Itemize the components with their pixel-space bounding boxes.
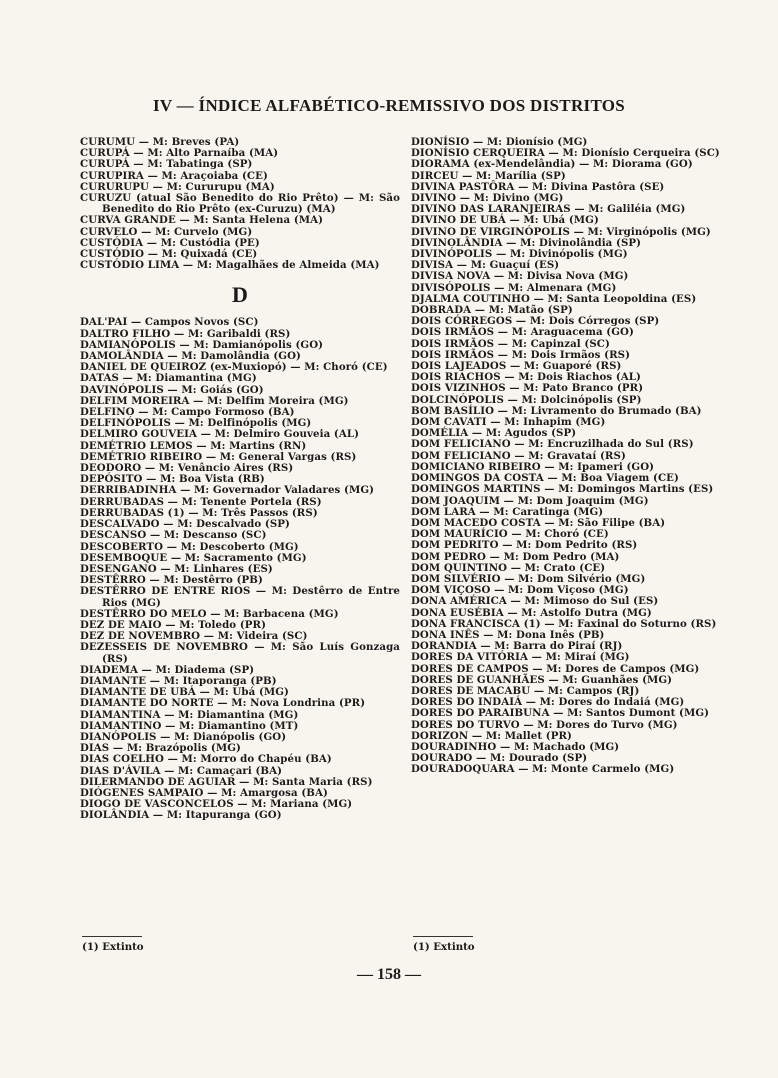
index-entry: DOIS RIACHOS — M: Dois Riachos (AL): [411, 371, 641, 384]
index-entry: DONA EUSÉBIA — M: Astolfo Dutra (MG): [411, 606, 652, 619]
index-entry: DIADEMA — M: Diadema (SP): [80, 663, 255, 676]
index-entry: DEMÉTRIO RIBEIRO — M: General Vargas (RS): [80, 450, 357, 463]
index-entry: DESCOBERTO — M: Descoberto (MG): [80, 540, 299, 553]
index-entry: DEMÉTRIO LEMOS — M: Martins (RN): [80, 439, 307, 452]
index-entry: CURUPÁ — M: Alto Parnaíba (MA): [80, 147, 279, 160]
index-entry: DESTÊRRO DE ENTRE RIOS — M: Destêrro de Entre Rios (MG): [80, 585, 400, 609]
index-entry: DOM LARA — M: Caratinga (MG): [411, 505, 604, 518]
index-entry: DOIS LAJEADOS — M: Guaporé (RS): [411, 360, 622, 373]
index-entry: DALTRO FILHO — M: Garibaldi (RS): [80, 327, 291, 340]
index-entry: DELFINO — M: Campo Formoso (BA): [80, 406, 295, 419]
footnote-rule: [413, 936, 473, 937]
index-entry: DIVINOLÂNDIA — M: Divinolândia (SP): [411, 236, 642, 249]
index-entry: CURVA GRANDE — M: Santa Helena (MA): [80, 214, 324, 227]
index-entry: DORIZON — M: Mallet (PR): [411, 729, 572, 742]
entry-list-c: [80, 137, 400, 271]
index-entry: DIRCEU — M: Marília (SP): [411, 169, 566, 182]
index-entry: DIOLÂNDIA — M: Itapuranga (GO): [80, 809, 282, 822]
index-entry: DIAMANTINA — M: Diamantina (MG): [80, 708, 299, 721]
index-entry: CURUMU — M: Breves (PA): [80, 136, 240, 148]
index-entry: CUSTÓDIA — M: Custódia (PE): [80, 236, 260, 249]
index-entry: DONA INÊS — M: Dona Inês (PB): [411, 628, 605, 641]
index-entry: CURUPIRA — M: Araçoiaba (CE): [80, 169, 268, 182]
index-entry: CUSTÓDIO LIMA — M: Magalhães de Almeida (MA): [80, 259, 380, 272]
index-entry: DIVINO — M: Divino (MG): [411, 192, 564, 205]
index-entry: DIORAMA (ex-Mendelândia) — M: Diorama (GO): [411, 158, 693, 171]
index-entry: DEZ DE NOVEMBRO — M: Videira (SC): [80, 630, 308, 643]
index-entry: DERRIBADINHA — M: Governador Valadares (MG): [80, 484, 375, 497]
index-entry: DEZESSEIS DE NOVEMBRO — M: São Luís Gonzaga (RS): [80, 641, 400, 665]
index-entry: DOURADO — M: Dourado (SP): [411, 752, 588, 765]
index-entry: DOM FELICIANO — M: Encruzilhada do Sul (RS): [411, 438, 694, 451]
index-entry: BOM BASÍLIO — M: Livramento do Brumado (BA): [411, 404, 702, 417]
index-entry: DIVISA — M: Guaçuí (ES): [411, 259, 560, 272]
index-entry: DEPÓSITO — M: Boa Vista (RB): [80, 473, 265, 486]
index-entry: DOIS CÓRREGOS — M: Dois Córregos (SP): [411, 315, 660, 328]
index-entry: DIONÍSIO — M: Dionísio (MG): [411, 136, 588, 148]
index-entry: DIAMANTE — M: Itaporanga (PB): [80, 674, 277, 687]
index-entry: DOMINGOS MARTINS — M: Domingos Martins (ES): [411, 483, 714, 496]
index-entry: DOLCINÓPOLIS — M: Dolcinópolis (SP): [411, 393, 642, 406]
index-entry: DESENGANO — M: Linhares (ES): [80, 562, 273, 575]
index-entry: CURURUPU — M: Cururupu (MA): [80, 180, 275, 193]
index-entry: DIAMANTE DE UBÁ — M: Ubá (MG): [80, 686, 289, 699]
index-entry: DERRUBADAS — M: Tenente Portela (RS): [80, 495, 322, 508]
index-entry: DESCANSO — M: Descanso (SC): [80, 529, 267, 542]
index-entry: DIAMANTE DO NORTE — M: Nova Londrina (PR): [80, 697, 366, 710]
footnote-text: (1) Extinto: [82, 941, 144, 953]
index-entry: DATAS — M: Diamantina (MG): [80, 372, 257, 385]
left-column: [80, 137, 400, 822]
footnote-left: [82, 936, 144, 953]
index-entry: DOM VIÇOSO — M: Dom Viçoso (MG): [411, 584, 629, 597]
index-entry: DESCALVADO — M: Descalvado (SP): [80, 518, 290, 531]
index-entry: CURUZU (atual São Benedito do Rio Prêto) — M: São Benedito do Rio Prêto (ex-Curuzu) (MA): [80, 192, 400, 216]
index-entry: DANIEL DE QUEIROZ (ex-Muxiopó) — M: Choró (CE): [80, 361, 388, 374]
index-entry: DOM FELICIANO — M: Gravataí (RS): [411, 449, 626, 462]
entry-list-right: [411, 137, 741, 776]
index-entry: DIAS COELHO — M: Morro do Chapéu (BA): [80, 753, 332, 766]
footnote-text: (1) Extinto: [413, 941, 475, 953]
index-entry: DERRUBADAS (1) — M: Três Passos (RS): [80, 506, 318, 519]
index-entry: DORES DO PARAIBUNA — M: Santos Dumont (MG): [411, 707, 710, 720]
footnote-right: [413, 936, 475, 953]
index-entry: DOM PEDRO — M: Dom Pedro (MA): [411, 550, 620, 563]
index-entry: DORES DE CAMPOS — M: Dores de Campos (MG): [411, 662, 700, 675]
index-entry: DONA FRANCISCA (1) — M: Faxinal do Soturno (RS): [411, 617, 717, 630]
index-entry: DIÓGENES SAMPAIO — M: Amargosa (BA): [80, 786, 328, 799]
index-entry: DIANÓPOLIS — M: Dianópolis (GO): [80, 730, 287, 743]
page-title: IV — ÍNDICE ALFABÉTICO-REMISSIVO DOS DISTRITOS: [152, 96, 626, 115]
index-entry: DIOGO DE VASCONCELOS — M: Mariana (MG): [80, 798, 353, 811]
index-entry: DOM JOAQUIM — M: Dom Joaquim (MG): [411, 494, 649, 507]
index-entry: DIVISA NOVA — M: Divisa Nova (MG): [411, 270, 629, 283]
index-entry: DOIS IRMÃOS — M: Dois Irmãos (RS): [411, 348, 631, 361]
index-entry: DORANDIA — M: Barra do Piraí (RJ): [411, 640, 623, 653]
index-entry: DOM SILVÉRIO — M: Dom Silvério (MG): [411, 572, 646, 585]
index-entry: DEODORO — M: Venâncio Aires (RS): [80, 462, 294, 475]
index-entry: CURUPÁ — M: Tabatinga (SP): [80, 158, 253, 171]
index-entry: DORES DA VITÓRIA — M: Miraí (MG): [411, 651, 630, 664]
index-entry: DOM PEDRITO — M: Dom Pedrito (RS): [411, 539, 638, 552]
entry-list-d: [80, 317, 400, 821]
index-entry: DOMICIANO RIBEIRO — M: Ipameri (GO): [411, 460, 655, 473]
index-entry: DIAS — M: Brazópolis (MG): [80, 742, 241, 755]
index-entry: DOM MAURÍCIO — M: Choró (CE): [411, 528, 609, 541]
index-entry: DIVINÓPOLIS — M: Divinópolis (MG): [411, 248, 628, 261]
index-entry: DOIS IRMÃOS — M: Araguacema (GO): [411, 326, 634, 339]
section-letter: D: [232, 282, 248, 308]
index-entry: DOM MACEDO COSTA — M: São Filipe (BA): [411, 516, 666, 529]
index-entry: DILERMANDO DE AGUIAR — M: Santa Maria (RS): [80, 775, 373, 788]
index-entry: DOBRADA — M: Matão (SP): [411, 304, 573, 317]
index-entry: DORES DO INDAIÁ — M: Dores do Indaiá (MG): [411, 696, 685, 709]
index-entry: DIAMANTINO — M: Diamantino (MT): [80, 719, 299, 732]
index-entry: DOMÉLIA — M: Agudos (SP): [411, 427, 577, 440]
index-entry: DELFINÓPOLIS — M: Delfinópolis (MG): [80, 417, 312, 430]
index-entry: DIONÍSIO CERQUEIRA — M: Dionísio Cerqueira (SC): [411, 147, 720, 160]
footnote-rule: [82, 936, 142, 937]
index-entry: DIVINO DE VIRGINÓPOLIS — M: Virginópolis (MG): [411, 225, 711, 238]
index-entry: DESEMBOQUE — M: Sacramento (MG): [80, 551, 307, 564]
index-entry: DEZ DE MAIO — M: Toledo (PR): [80, 618, 267, 631]
index-entry: DIVISÓPOLIS — M: Almenara (MG): [411, 281, 617, 294]
index-entry: DAVINÓPOLIS — M: Goiás (GO): [80, 383, 264, 396]
index-entry: DESTÊRRO DO MELO — M: Barbacena (MG): [80, 607, 339, 620]
index-entry: DORES DO TURVO — M: Dores do Turvo (MG): [411, 718, 678, 731]
index-entry: DIVINO DE UBÁ — M: Ubá (MG): [411, 214, 599, 227]
index-entry: DOIS IRMÃOS — M: Capinzal (SC): [411, 337, 610, 350]
page-number: — 158 —: [357, 966, 421, 983]
index-entry: DIVINA PASTÔRA — M: Divina Pastôra (SE): [411, 180, 665, 193]
index-entry: CURVELO — M: Curvelo (MG): [80, 225, 253, 238]
index-entry: DIAS D'ÁVILA — M: Camaçari (BA): [80, 764, 283, 777]
index-entry: DOURADINHO — M: Machado (MG): [411, 740, 620, 753]
index-entry: DOM QUINTINO — M: Crato (CE): [411, 561, 606, 574]
index-entry: DJALMA COUTINHO — M: Santa Leopoldina (ES): [411, 292, 697, 305]
index-entry: DAMOLÂNDIA — M: Damolândia (GO): [80, 350, 301, 363]
index-entry: DOMINGOS DA COSTA — M: Boa Viagem (CE): [411, 472, 679, 485]
index-entry: DOM CAVATI — M: Inhapim (MG): [411, 416, 606, 429]
index-entry: DELMIRO GOUVEIA — M: Delmiro Gouveia (AL): [80, 428, 360, 441]
index-entry: DAL'PAI — Campos Novos (SC): [80, 316, 259, 329]
index-entry: CUSTÓDIO — M: Quixadá (CE): [80, 248, 258, 261]
index-entry: DAMIANÓPOLIS — M: Damianópolis (GO): [80, 338, 324, 351]
index-entry: DONA AMÉRICA — M: Mimoso do Sul (ES): [411, 595, 659, 608]
index-entry: DORES DE GUANHÃES — M: Guanhães (MG): [411, 673, 673, 686]
index-entry: DOURADOQUARA — M: Monte Carmelo (MG): [411, 763, 675, 776]
index-entry: DOIS VIZINHOS — M: Pato Branco (PR): [411, 382, 644, 395]
right-column: [411, 137, 741, 776]
index-entry: DORES DE MACABU — M: Campos (RJ): [411, 684, 640, 697]
index-entry: DESTÊRRO — M: Destêrro (PB): [80, 574, 263, 587]
index-entry: DELFIM MOREIRA — M: Delfim Moreira (MG): [80, 394, 349, 407]
index-entry: DIVINO DAS LARANJEIRAS — M: Galiléia (MG): [411, 203, 686, 216]
